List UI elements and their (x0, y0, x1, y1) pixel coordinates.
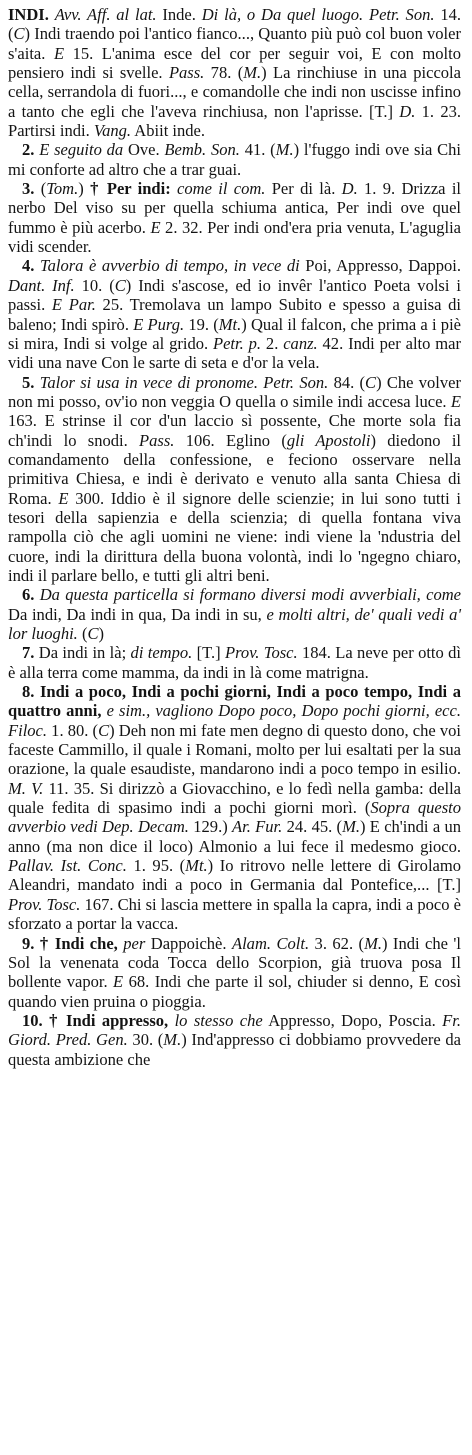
italic-run: Mt. (185, 856, 208, 876)
text-run: ) Deh non mi fate men degno di questo dono, che voi faceste Cammillo, il quale i Romani, molto per lui esaltati per la sua orazione, la quale esaudiste, mandarono indi a poco tempo in esilio. (8, 720, 461, 779)
italic-run: Petr. p. (213, 333, 262, 353)
text-run: Per di là. (265, 179, 342, 199)
text-run: [T.] (192, 643, 226, 663)
text-run: 1. 9. Drizza il nerbo Del viso su per quella schiuma antica, Per indi ove quel fummo è più acerbo. (8, 179, 462, 237)
italic-run: E seguito da (39, 140, 124, 160)
sense-4 (8, 256, 461, 372)
bold-run: 3. (22, 179, 35, 199)
sense-6 (8, 585, 461, 643)
italic-run: C (13, 24, 25, 44)
text-run: 68. Indi che parte il sol, chiuder si denno, E così quando vien pruina o pioggia. (8, 972, 461, 1011)
italic-run: Dant. Inf. (8, 275, 75, 295)
italic-run: Pass. (139, 430, 175, 450)
italic-run: M. (163, 1030, 182, 1050)
italic-run: E (53, 43, 65, 63)
text-run: ) E ch'indi a un anno (ma non dice il loco) Almonio a lui fece il medesmo gioco. (8, 817, 462, 856)
text-run: 184. La neve per otto dì è alla terra come mamma, da indi in là come matrigna. (8, 643, 461, 682)
text-run: 84. ( (328, 372, 366, 392)
italic-run: e molti altri, de' quali vedi a' lor luoghi. (8, 604, 461, 643)
bold-run: 9. † Indi che, (22, 933, 118, 953)
bold-run: 10. † Indi appresso, (22, 1010, 169, 1030)
bold-run: INDI. (8, 5, 49, 24)
italic-run: Talor si usa in vece di pronome. Petr. Son. (39, 372, 329, 392)
text-run: ) La rinchiuse in una piccola cella, serrandola di fuori..., e comandolle che indi non uscisse infino a tanto che egli che l'aveva rinchiusa, non l'aprisse. [T.] (8, 63, 461, 121)
text-run: ) diedono il comandamento della confessione, e feciono osservare nella primitiva Chiesa, e indi è derivato e venuto alla santa Chiesa di Roma. (8, 430, 461, 508)
italic-run: Mt. (218, 314, 242, 334)
italic-run: Vang. (93, 121, 132, 141)
text-run: ) Indi traendo poi l'antico fianco..., Quanto più può col buon voler s'aita. (8, 24, 461, 63)
italic-run: E Par. (51, 295, 96, 315)
italic-run: canz. (283, 333, 318, 353)
bold-run: † Per indi: (90, 179, 171, 199)
sense-5 (8, 373, 461, 586)
italic-run: Sopra questo avverbio vedi Dep. Decam. (8, 798, 461, 837)
text-run: 41. ( (239, 140, 276, 160)
italic-run: Fr. Giord. Pred. Gen. (8, 1010, 462, 1050)
text-run: 163. E strinse il cor d'un laccio sì possente, Che morte sola fia ch'indi lo snodi. (8, 411, 461, 450)
italic-run: Di là, o Da quel luogo. Petr. Son. (201, 5, 435, 24)
bold-run: 7. (22, 643, 35, 663)
italic-run: M. (275, 140, 294, 160)
text-run: ) Ind'appresso ci dobbiamo provvedere da questa ambizione che (8, 1030, 462, 1069)
italic-run: come il com. (177, 179, 266, 199)
italic-run: e sim., vagliono Dopo poco, Dopo pochi giorni, ecc. Filoc. (8, 701, 461, 740)
italic-run: Da questa particella si formano diversi modi avverbiali, come (39, 585, 461, 605)
italic-run: E (113, 972, 124, 992)
italic-run: Tom. (46, 179, 79, 199)
bold-run: 6. (22, 585, 35, 605)
italic-run: E (58, 488, 69, 508)
sense-10 (8, 1011, 461, 1069)
text-run: 30. ( (127, 1030, 164, 1050)
text-run: Ove. (123, 140, 165, 160)
text-run: 167. Chi si lascia mettere in spalla la capra, indi a poco è sforzato a portar la vacca. (8, 894, 461, 934)
text-run: 78. ( (204, 63, 244, 83)
italic-run: Talora è avverbio di tempo, in vece di (39, 256, 300, 276)
text-run: 42. Indi per alto mar vidi una nave Con le sarte di seta e d'or la vela. (8, 333, 461, 373)
italic-run: Pallav. Ist. Conc. (8, 856, 127, 876)
text-run: Dappoichè. (145, 933, 232, 953)
text-run: ( (77, 624, 88, 643)
italic-run: C (98, 720, 110, 740)
italic-run: D. (341, 179, 358, 199)
sense-7 (8, 643, 461, 682)
text-run: 24. 45. ( (282, 817, 343, 837)
text-run: ) (98, 624, 104, 643)
bold-run: 2. (22, 140, 35, 160)
italic-run: M. (243, 63, 262, 83)
italic-run: Prov. Tosc. (225, 643, 298, 663)
italic-run: Avv. Aff. al lat. (54, 5, 157, 24)
text-run: 2. (261, 333, 284, 353)
italic-run: C (114, 275, 126, 295)
text-run: 129.) (188, 817, 233, 837)
text-run: ( (34, 179, 47, 199)
text-run: 106. Eglino ( (174, 430, 287, 450)
sense-9 (8, 934, 461, 1011)
text-run: Da indi, Da indi in qua, Da indi in su, (8, 604, 267, 624)
italic-run: di tempo. (130, 643, 193, 663)
text-run: 1. 95. ( (126, 856, 186, 876)
italic-run: E (450, 391, 461, 411)
text-run: ) Che volver non mi posso, ov'io non veggia O quella o simile indi accesa luce. (8, 372, 462, 411)
italic-run: C (365, 372, 377, 392)
italic-run: E Purg. (133, 314, 185, 334)
text-run: ) Indi che 'l Sol la venenata coda Tocca dello Scorpion, già truova posa Il bollente vapor. (8, 933, 462, 992)
text-run: 19. ( (184, 314, 219, 334)
italic-run: lo stesso che (174, 1010, 263, 1030)
text-run: ) (78, 179, 91, 199)
text-run: Da indi in là; (34, 643, 131, 663)
italic-run: M. V. (8, 778, 44, 798)
text-run: ) l'fuggo indi ove sia Chi mi conforte ad altro che a trar guai. (8, 140, 461, 179)
text-run: 15. L'anima esce del cor per seguir voi, E con molto pensiero indi si svelle. (8, 43, 461, 83)
text-run: ) Qual il falcon, che prima a i piè si mira, Indi si volge al grido. (8, 314, 462, 353)
italic-run: Ar. Fur. (232, 817, 283, 837)
italic-run: M. (364, 933, 382, 953)
italic-run: C (87, 624, 99, 643)
italic-run: Pass. (168, 63, 205, 83)
italic-run: E (150, 217, 161, 237)
bold-run: 8. Indi a poco, Indi a pochi giorni, Indi a poco tempo, Indi a quattro anni, (8, 682, 461, 721)
bold-run: 4. (22, 256, 35, 276)
text-run: Poi, Appresso, Dappoi. (299, 256, 461, 276)
text-run: Abiit inde. (131, 121, 206, 141)
text-run: 300. Iddio è il signore delle scienzie; in lui sono tutti i tesori della sapienzia e della scienzia; di quella fontana viva rampolla ciò che agli uomini ne viene: indi viene la 'ndustria del cuore, indi la dirittura della buona volontà, indi lo 'ngegno chiaro, indi il parlare bello, e tutti gli altri beni. (8, 488, 461, 585)
entry-indi-definition (8, 5, 461, 140)
sense-3 (8, 179, 461, 256)
italic-run: Bemb. Son. (164, 140, 240, 160)
italic-run: D. (399, 101, 416, 121)
text-run: 2. 32. Per indi ond'era pria venuta, L'aguglia vidi scender. (8, 217, 462, 257)
text-run: ) Indi s'ascose, ed io invêr l'antico Poeta volsi i passi. (8, 275, 462, 315)
text-run: ) Io ritrovo nelle lettere di Girolamo Aleandri, mandato indi a poco in Germania dal Pontefice,... [T.] (8, 856, 461, 895)
italic-run: Alam. Colt. (231, 933, 310, 953)
text-run: Appresso, Dopo, Poscia. (262, 1010, 443, 1030)
text-run: 1. 23. Partirsi indi. (8, 101, 462, 141)
text-run: 25. Tremolava un lampo Subito e spesso a guisa di baleno; Indi spirò. (8, 295, 462, 334)
italic-run: Prov. Tosc. (8, 894, 81, 914)
text-run: 14. ( (8, 5, 461, 44)
italic-run: gli Apostoli (286, 430, 371, 450)
sense-8 (8, 682, 461, 933)
italic-run: M. (342, 817, 360, 837)
text-run: 11. 35. Si dirizzò a Giovacchino, e lo fedì nella gamba: della quale fedita di spasimo indi a pochi giorni morì. ( (8, 778, 462, 818)
sense-2 (8, 140, 461, 179)
text-run: 10. ( (74, 275, 115, 295)
bold-run: 5. (22, 372, 35, 392)
text-run: 1. 80. ( (47, 720, 99, 740)
text-run: 3. 62. ( (309, 933, 365, 953)
text-run: Inde. (156, 5, 202, 24)
italic-run: per (123, 933, 146, 953)
